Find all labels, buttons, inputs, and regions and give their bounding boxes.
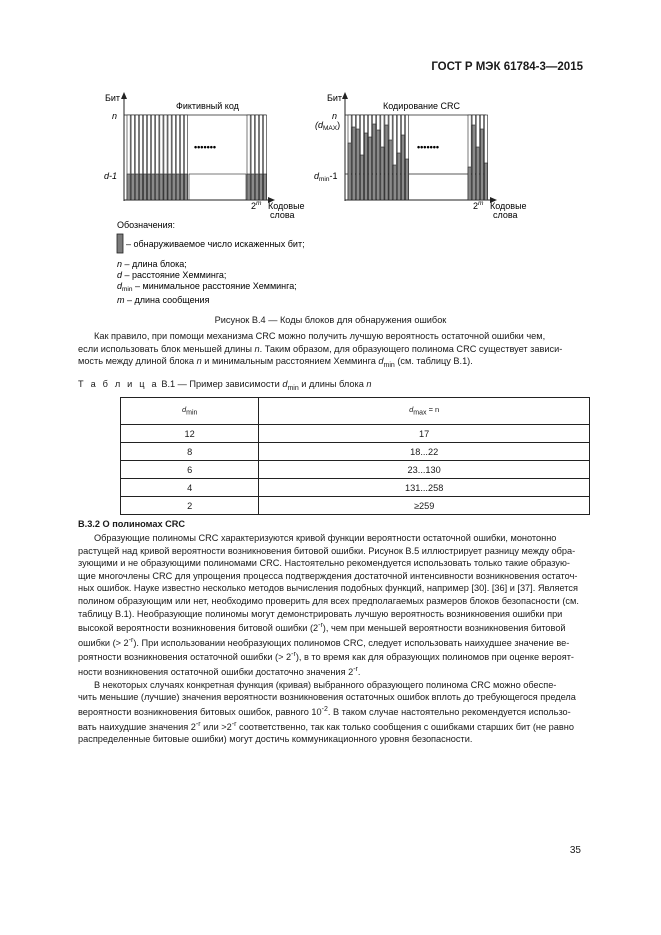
section-title: B.3.2 О полиномах CRC [78,519,186,529]
detected-bits-bar [259,174,262,200]
legend-bar-label: – обнаруживаемое число искаженных бит; [126,239,305,249]
detected-bits-bar [160,174,163,200]
detected-bits-bar [152,174,155,200]
right-x-label-1: Кодовые [490,201,527,211]
intro-line-1: Как правило, при помощи механизма CRC можно получить лучшую вероятность остаточной ошибки чем, [94,331,546,341]
left-x-tick: 2$^m$ [251,200,262,211]
body-line: роятности возникновения остаточной ошибки (> $2^{-r}$), в то время как для образующих полиномов при оценке вероят- [78,651,574,663]
detected-bits-bar [131,174,134,200]
left-y-n: n [112,111,118,121]
detected-bits-bar [397,153,400,200]
section-body [78,532,586,746]
detected-bits-bar [385,125,388,200]
detected-bits-bar [480,129,483,200]
body-line: вероятности возникновения битовых ошибок, равного $10^{-2}$. В таком случае настоятельно рекомендуется использо- [78,705,571,718]
right-y-dmax: $(d_{MAX})$ [315,120,341,132]
left-x-label-2: слова [270,210,295,220]
detected-bits-bar [148,174,151,200]
table-b1 [120,397,590,515]
detected-bits-bar [364,133,367,200]
intro-paragraph [78,330,586,373]
figure-legend [117,220,305,305]
detected-bits-bar [135,174,138,200]
body-line: распределенные битовые ошибки) могут достичь коммуникационного уровня безопасности. [78,734,473,745]
right-dots: ••••••• [417,142,440,152]
code-band-gap [189,174,246,200]
body-line: чить меньшие (лучшие) значения вероятности возникновения остаточных ошибок вплоть до требующегося предела [78,692,576,703]
detected-bits-bar [352,127,355,200]
body-line: высокой вероятности возникновения битовой ошибки $(2^{-r})$, чем при меньшей вероятности возникновения битовой [78,622,566,634]
table-row: 2 ≥259 [121,497,590,515]
detected-bits-bar [168,174,171,200]
body-line: ности возникновения остаточной ошибки достаточно значения $2^{-r}$. [78,666,361,678]
right-title: Кодирование CRC [383,101,461,111]
detected-bits-bar [255,174,258,200]
right-y-axis-label: Бит [327,93,343,103]
detected-bits-bar [381,147,384,200]
figure-b4 [0,85,661,317]
right-x-tick: 2$^m$ [473,200,484,211]
table-caption: Т а б л и ц а B.1 — Пример зависимости $d_{min}$ и длины блока n [78,379,372,392]
detected-bits-bar [356,129,359,200]
left-dots: ••••••• [194,142,217,152]
detected-bits-bar [389,140,392,200]
left-panel [104,93,305,220]
legend-dmin: $d_{min}$ – минимальное расстояние Хемминга; [117,281,297,293]
table-row: 4 131...258 [121,479,590,497]
body-line: полином образующим или нет, необходимо проверить для всех предполагаемых размеров блоков безопасности (см. [78,595,579,606]
detected-bits-bar [377,130,380,200]
legend-heading: Обозначения: [117,220,176,230]
detected-bits-bar [139,174,142,200]
detected-bits-bar [373,124,376,200]
detected-bits-bar [401,135,404,200]
page-number: 35 [569,845,581,856]
legend-m: m – длина сообщения [117,295,210,305]
table-row: 12 17 [121,425,590,443]
detected-bits-bar [360,155,363,200]
left-title: Фиктивный код [176,101,239,111]
detected-bits-bar [472,125,475,200]
detected-bits-bar [127,174,130,200]
body-line: Образующие полиномы CRC характеризуются кривой функции вероятности остаточной ошибки, монотонно [94,533,557,543]
right-panel [314,93,527,220]
body-line: таблицу B.1). Необразующие полиномы могут демонстрировать лучшую вероятность возникновения ошибки при [78,608,563,619]
detected-bits-bar [180,174,183,200]
body-line: вать наихудшие значения $2^{-r}$ или $>2^{-r}$ соответственно, так как только сообщения с ошибками старших бит (не равно [78,720,574,732]
intro-line-2: если использовать блок меньшей длины n. Таким образом, для образующего полинома CRC существует зависи- [78,343,563,354]
detected-bits-bar [251,174,254,200]
table-header-row [121,398,590,425]
intro-line-3: мость между длиной блока n и минимальным расстоянием Хемминга $d_{min}$ (см. таблицу B.1). [78,356,473,370]
legend-d: d – расстояние Хемминга; [117,270,227,280]
detected-bits-bar [247,174,250,200]
detected-bits-bar [405,159,408,200]
col-dmin-header: $d_{min}$ [121,398,259,425]
detected-bits-bar [369,137,372,200]
detected-bits-bar [184,174,187,200]
detected-bits-bar [143,174,146,200]
right-y-n: n [332,111,338,121]
col-dmax-header: $d_{max} = n$ [259,398,590,425]
body-line: ошибки (> $2^{-r}$). При использовании необразующих полиномов CRC, следует использовать наихудшее значение ве- [78,636,570,648]
table-row: 6 23...130 [121,461,590,479]
detected-bits-bar [393,165,396,200]
legend-n: n – длина блока; [117,259,187,269]
body-line: растущей над кривой вероятности возникновения битовой ошибки. Рисунок B.5 иллюстрирует разницу между обра- [78,545,576,556]
detected-bits-bar [484,163,487,200]
legend-bar-swatch [117,234,123,253]
body-line: В некоторых случаях конкретная функция (кривая) выбранного образующего полинома CRC можно обеспе- [94,679,557,690]
body-line: зующими и не образующими полиномами CRC. Настоятельно рекомендуется использовать только такие образую- [78,558,570,569]
figure-caption: Рисунок B.4 — Коды блоков для обнаружения ошибок [214,315,447,325]
body-line: щие многочлены CRC для упрощения процесса подтверждения достаточной интенсивности возникновения остаточ- [78,570,578,581]
right-x-label-2: слова [493,210,518,220]
detected-bits-bar [176,174,179,200]
right-y-dmin: $d_{min}-1$ [314,171,338,183]
detected-bits-bar [156,174,159,200]
standard-header: ГОСТ Р МЭК 61784-3—2015 [431,61,583,73]
body-line: ных ошибок. Науке известно несколько методов вычисления подобных функций, например [30]. [36] и [37]. Является [78,583,578,594]
detected-bits-bar [172,174,175,200]
left-y-d1: d-1 [104,171,118,181]
table-row: 8 18...22 [121,443,590,461]
detected-bits-bar [348,143,351,200]
detected-bits-bar [468,167,471,200]
left-x-label-1: Кодовые [268,201,305,211]
detected-bits-bar [263,174,266,200]
detected-bits-bar [164,174,167,200]
left-y-axis-label: Бит [105,93,121,103]
detected-bits-bar [476,147,479,200]
